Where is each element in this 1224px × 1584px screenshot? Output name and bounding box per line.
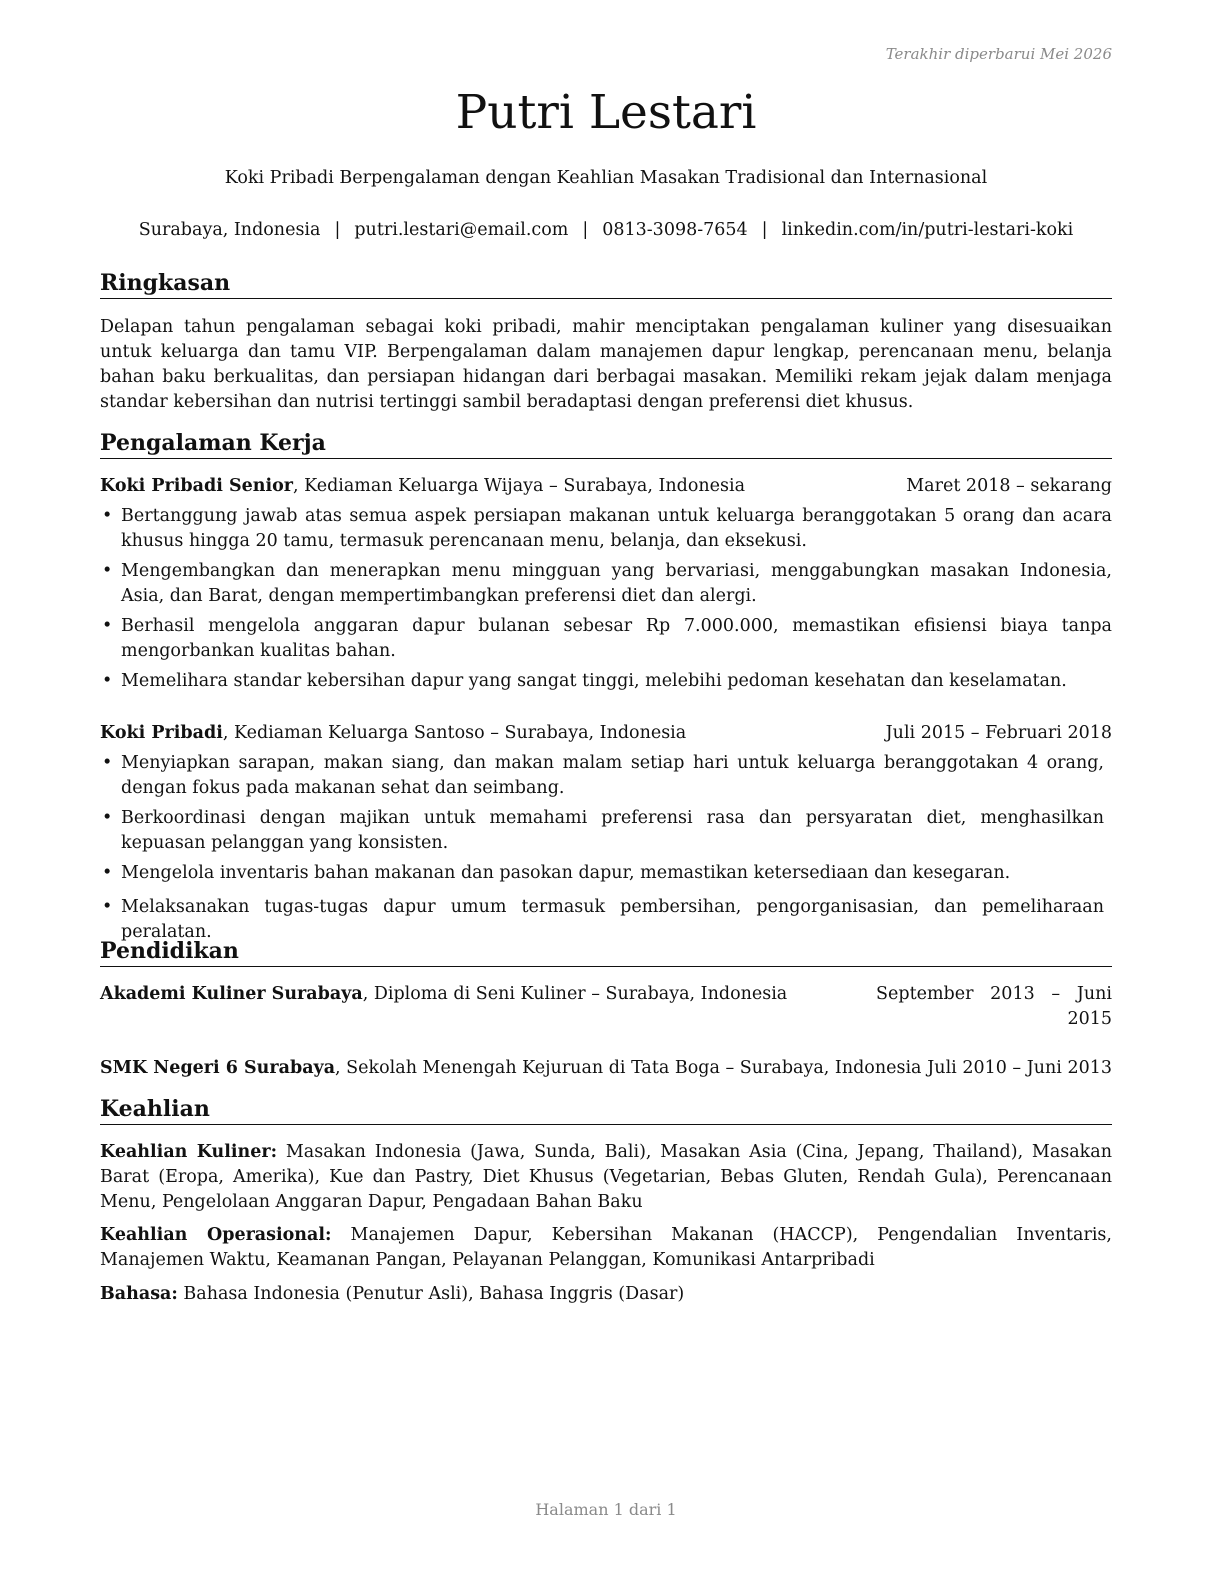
section-title-education: Pendidikan [100, 938, 1112, 967]
contact-phone[interactable]: 0813-3098-7654 [602, 220, 748, 240]
section-title-skills: Keahlian [100, 1096, 1112, 1125]
education-dates [876, 982, 1112, 1032]
job-dates: Maret 2018 – sekarang [906, 476, 1112, 496]
education-dates-line1: September 2013 – Juni [876, 984, 1112, 1004]
page-number: Halaman 1 dari 1 [535, 1500, 677, 1519]
section-title-experience: Pengalaman Kerja [100, 430, 1112, 459]
job-bullet: • Berkoordinasi dengan majikan untuk memahami preferensi rasa dan persyaratan diet, menghasilkan kepuasan pelanggan yang konsisten. [100, 806, 1104, 856]
education-school: Akademi Kuliner Surabaya [100, 984, 363, 1004]
job-role: Koki Pribadi [100, 723, 223, 743]
contact-separator: | [761, 220, 768, 240]
job-bullets [100, 751, 1104, 945]
skill-label: Bahasa: [100, 1284, 178, 1304]
job-bullet: • Menyiapkan sarapan, makan siang, dan makan malam setiap hari untuk keluarga beranggotakan 4 orang, dengan fokus pada makanan sehat dan seimbang. [100, 751, 1104, 801]
tagline: Koki Pribadi Berpengalaman dengan Keahlian Masakan Tradisional dan Internasional [224, 168, 988, 188]
last-updated: Terakhir diperbarui Mei 2026 [885, 45, 1112, 63]
education-dates: Juli 2010 – Juni 2013 [927, 1058, 1112, 1078]
job-bullets [100, 504, 1112, 694]
education-school: SMK Negeri 6 Surabaya [100, 1058, 336, 1078]
summary-text: Delapan tahun pengalaman sebagai koki pribadi, mahir menciptakan pengalaman kuliner yang disesuaikan untuk keluarga dan tamu VIP. Berpengalaman dalam manajemen dapur lengkap, perencanaan menu, belanja bahan baku berkualitas, dan persiapan hidangan dari berbagai masakan. Memiliki rekam jejak dalam menjaga standar kebersihan dan nutrisi tertinggi sambil beradaptasi dengan preferensi diet khusus. [100, 317, 1112, 412]
job-employer: , Kediaman Keluarga Santoso – Surabaya, Indonesia [222, 723, 687, 743]
job-header [100, 721, 1112, 746]
section-title-summary: Ringkasan [100, 270, 1112, 299]
job-bullet: • Berhasil mengelola anggaran dapur bulanan sebesar Rp 7.000.000, memastikan efisiensi biaya tanpa mengorbankan kualitas bahan. [100, 614, 1112, 664]
education-detail: , Sekolah Menengah Kejuruan di Tata Boga – Surabaya, Indonesia [335, 1058, 922, 1078]
education-entry [100, 1056, 1112, 1081]
contact-location: Surabaya, Indonesia [138, 220, 321, 240]
job-bullet: • Memelihara standar kebersihan dapur yang sangat tinggi, melebihi pedoman kesehatan dan keselamatan. [100, 669, 1112, 694]
education-detail: , Diploma di Seni Kuliner – Surabaya, Indonesia [362, 984, 788, 1004]
skill-text: Bahasa Indonesia (Penutur Asli), Bahasa Inggris (Dasar) [177, 1284, 685, 1304]
contact-linkedin[interactable]: linkedin.com/in/putri-lestari-koki [781, 220, 1074, 240]
education-entry [100, 982, 1112, 1032]
job-title-line [100, 721, 686, 746]
job-title-line [100, 474, 745, 499]
job-dates: Juli 2015 – Februari 2018 [885, 723, 1112, 743]
job-employer: , Kediaman Keluarga Wijaya – Surabaya, Indonesia [292, 476, 746, 496]
job-bullet: • Bertanggung jawab atas semua aspek persiapan makanan untuk keluarga beranggotakan 5 orang dan acara khusus hingga 20 tamu, termasuk perencanaan menu, belanja, dan eksekusi. [100, 504, 1112, 554]
skill-text: Manajemen Dapur, Kebersihan Makanan (HACCP), Pengendalian Inventaris, Manajemen Waktu, Keamanan Pangan, Pelayanan Pelanggan, Komunikasi Antarpribadi [100, 1225, 1112, 1270]
education-title-line [100, 982, 787, 1007]
education-title-line [100, 1056, 921, 1081]
skill-label: Keahlian Kuliner: [100, 1142, 278, 1162]
job-header [100, 474, 1112, 499]
job-bullet: • Melaksanakan tugas-tugas dapur umum termasuk pembersihan, pengorganisasian, dan pemeliharaan peralatan. [100, 895, 1104, 945]
contact-email[interactable]: putri.lestari@email.com [354, 220, 569, 240]
skill-label: Keahlian Operasional: [100, 1225, 332, 1245]
job-role: Koki Pribadi Senior [100, 476, 293, 496]
skill-item [100, 1140, 1112, 1215]
candidate-name: Putri Lestari [455, 85, 757, 140]
contact-line [100, 220, 1112, 240]
skill-item [100, 1282, 1112, 1307]
skill-text: Masakan Indonesia (Jawa, Sunda, Bali), Masakan Asia (Cina, Jepang, Thailand), Masakan Barat (Eropa, Amerika), Kue dan Pastry, Diet Khusus (Vegetarian, Bebas Gluten, Rendah Gula), Perencanaan Menu, Pengelolaan Anggaran Dapur, Pengadaan Bahan Baku [100, 1142, 1112, 1212]
job-bullet: • Mengelola inventaris bahan makanan dan pasokan dapur, memastikan ketersediaan dan kesegaran. [100, 861, 1104, 886]
contact-separator: | [334, 220, 341, 240]
resume-page [100, 0, 1112, 1584]
skill-item [100, 1223, 1112, 1273]
education-dates-line2: 2015 [1067, 1009, 1112, 1029]
contact-separator: | [582, 220, 589, 240]
job-bullet: • Mengembangkan dan menerapkan menu mingguan yang bervariasi, menggabungkan masakan Indonesia, Asia, dan Barat, dengan mempertimbangkan preferensi diet dan alergi. [100, 559, 1112, 609]
